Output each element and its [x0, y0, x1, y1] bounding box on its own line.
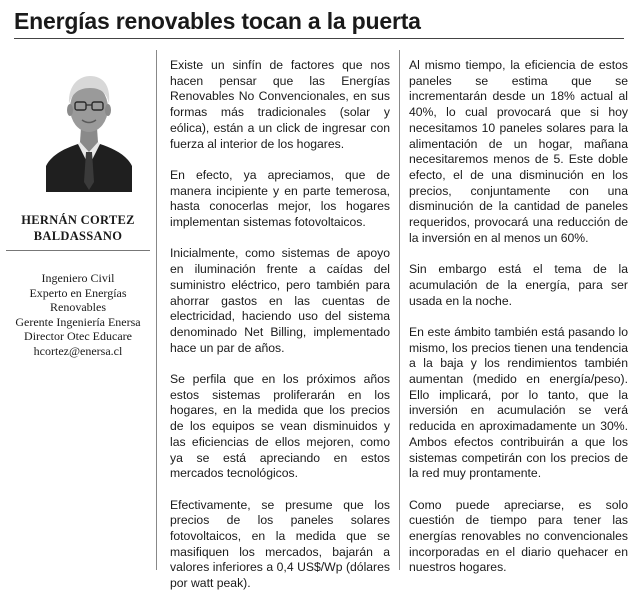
paragraph: En este ámbito también está pasando lo mismo, los precios tienen una tendencia a la baja y los rendimientos también aumentan (medido en energía/peso). Ello implicará, por lo tanto, que la inversión en acumulación se verá reducida en aproximadamente un 30%. Ambos efectos contribuirán a que los sistemas competirán con los precios de la red muy prontamente.	[409, 324, 628, 481]
article-headline: Energías renovables tocan a la puerta	[14, 8, 421, 34]
author-credentials	[0, 271, 156, 358]
paragraph: Efectivamente, se presume que los precios de los paneles solares fotovoltaicos, en la medida que se masifiquen los mercados, bajarán a valores inferiores a 0,4 US$/Wp (dólares por watt peak).	[170, 497, 390, 591]
paragraph: Inicialmente, como sistemas de apoyo en iluminación frente a caídas del suministro eléctrico, pero también para ahorrar gastos en las cuentas de electricidad, haciendo uso del sistema denominado Net Billing, implementado hace un par de años.	[170, 246, 390, 355]
author-email[interactable]: hcortez@enersa.cl	[33, 343, 123, 358]
headline-rule	[14, 38, 624, 39]
paragraph: Como puede apreciarse, es solo cuestión de tiempo para tener las energías renovables no convencionales incorporadas en el diario quehacer en nuestros hogares.	[409, 497, 628, 575]
credential-line: Experto en Energías	[29, 285, 127, 300]
author-sidebar	[0, 50, 157, 570]
body-column-1	[170, 58, 390, 608]
paragraph: Existe un sinfín de factores que nos hacen pensar que las Energías Renovables No Convencionales, en sus formas más tradicionales (solar y eólica), están a un click de ingresar con fuerza al interior de los hogares.	[170, 58, 390, 151]
paragraph: Al mismo tiempo, la eficiencia de estos paneles se estima que se incrementarán desde un 18% actual al 40%, lo cual provocará que si hoy necesitamos 10 paneles solares para la alimentación de un hogar, mañana necesitaremos menos de 5. Este doble efecto, el de una disminución en los precios, conjuntamente con una disminución de la cantidad de paneles requeridos, provocará una reducción de la inversión en al menos un 60%.	[409, 58, 628, 245]
credential-line: Renovables	[50, 300, 106, 314]
body-column-2	[409, 58, 628, 592]
author-name-line: BALDASSANO	[33, 229, 123, 243]
author-name-line: HERNÁN CORTEZ	[21, 213, 135, 227]
credential-line: Director Otec Educare	[24, 329, 132, 343]
credential-line: Gerente Ingeniería Enersa	[15, 314, 141, 329]
author-portrait	[46, 62, 132, 192]
column-divider	[399, 50, 400, 570]
paragraph: Se perfila que en los próximos años estos sistemas proliferarán en los hogares, en la medida que los precios de los equipos se vean disminuidos y las eficiencias de ellos mejoren, como ya se está apreciando en estos mercados tecnológicos.	[170, 372, 390, 481]
paragraph: En efecto, ya apreciamos, que de manera incipiente y en parte temerosa, hasta conocerlas mejor, los hogares implementan sistemas fotovoltaicos.	[170, 167, 390, 230]
sidebar-divider	[6, 250, 150, 251]
author-name	[0, 212, 156, 244]
paragraph: Sin embargo está el tema de la acumulación de la energía, para ser usada en la noche.	[409, 262, 628, 308]
credential-line: Ingeniero Civil	[41, 271, 115, 285]
